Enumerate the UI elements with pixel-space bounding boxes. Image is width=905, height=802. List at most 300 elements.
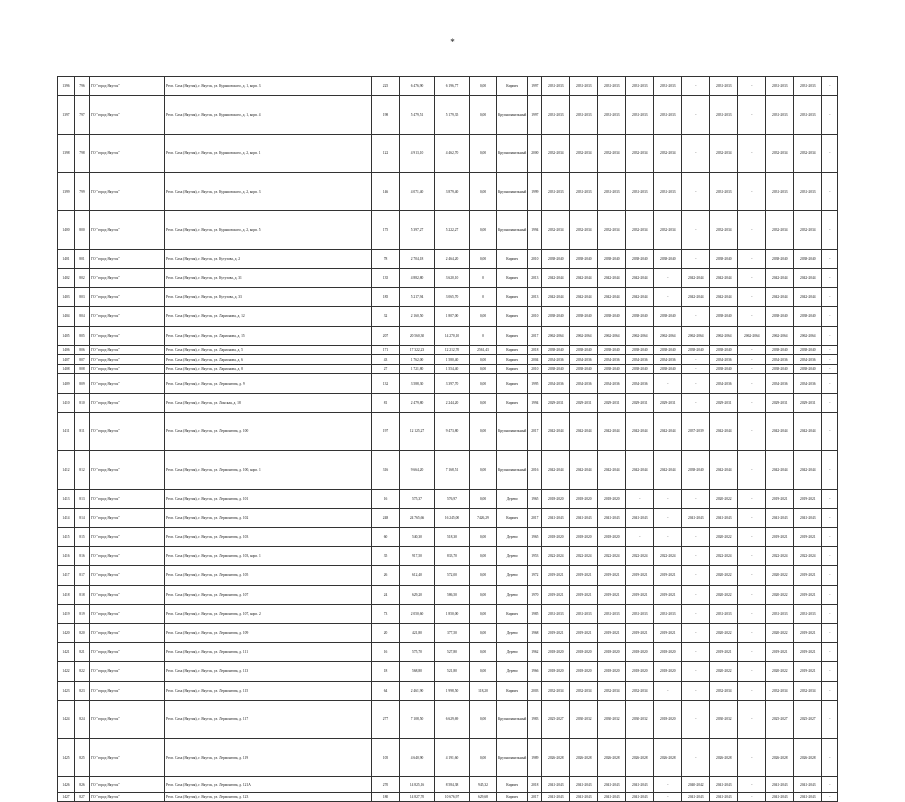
period-cell-p10: 2042-2044: [794, 288, 822, 307]
period-cell-p8: -: [738, 662, 766, 681]
period-cell-p10: 2025-2027: [794, 700, 822, 738]
living-area-cell: 9 473,80: [435, 412, 470, 450]
building-id: 825: [75, 739, 90, 777]
living-area-cell: 1 807,00: [435, 307, 470, 326]
period-cell-p11: -: [822, 604, 838, 623]
row-number: 1408: [58, 364, 75, 374]
table-row: [58, 393, 838, 412]
row-number: 1398: [58, 134, 75, 172]
period-cell-p9: 2041-2043: [766, 777, 794, 792]
owner-cell: ГО "город Якутск": [90, 364, 165, 374]
period-cell-p7: 2038-2040: [710, 345, 738, 355]
period-cell-p11: -: [822, 326, 838, 345]
period-cell-p7: 2031-2033: [710, 172, 738, 210]
period-cell-p7: 2020-2022: [710, 566, 738, 585]
address-cell: Респ. Саха (Якутия), г. Якутск, ул. Лермонтова, д. 119: [165, 739, 372, 777]
period-cell-p1: 2062-2064: [542, 326, 570, 345]
period-cell-p11: -: [822, 364, 838, 374]
period-cell-p3: 2031-2033: [598, 96, 626, 134]
row-number: 1401: [58, 249, 75, 268]
build-year-cell: 2013: [528, 268, 542, 287]
address-cell: Респ. Саха (Якутия), г. Якутск, ул. Лермонтова, д. 103, корп. 1: [165, 547, 372, 566]
period-cell-p4: 2032-2034: [626, 134, 654, 172]
period-cell-p10: 2034-2036: [794, 374, 822, 393]
period-cell-p10: 2041-2043: [794, 792, 822, 802]
period-cell-p5: 2038-2040: [654, 307, 682, 326]
nonliving-area-cell: 0,00: [470, 662, 497, 681]
period-cell-p9: 2038-2040: [766, 307, 794, 326]
period-cell-p4: -: [626, 528, 654, 547]
build-year-cell: 2017: [528, 412, 542, 450]
period-cell-p10: 2038-2040: [794, 307, 822, 326]
total-area-cell: 629,20: [400, 585, 435, 604]
table-row: [58, 681, 838, 700]
row-number: 1407: [58, 355, 75, 365]
period-cell-p4: 2062-2064: [626, 326, 654, 345]
units-cell: 32: [372, 307, 400, 326]
total-area-cell: 4 882,80: [400, 268, 435, 287]
period-cell-p9: 2029-2031: [766, 393, 794, 412]
units-cell: 43: [372, 355, 400, 365]
owner-cell: ГО "город Якутск": [90, 77, 165, 96]
build-year-cell: 2017: [528, 508, 542, 527]
period-cell-p10: 2062-2064: [794, 326, 822, 345]
total-area-cell: 4 071,40: [400, 172, 435, 210]
period-cell-p11: -: [822, 412, 838, 450]
period-cell-p11: -: [822, 739, 838, 777]
nonliving-area-cell: 0,00: [470, 96, 497, 134]
period-cell-p1: 2034-2036: [542, 374, 570, 393]
period-cell-p4: 2031-2033: [626, 96, 654, 134]
period-cell-p3: 2031-2033: [598, 77, 626, 96]
period-cell-p11: -: [822, 96, 838, 134]
period-cell-p4: 2019-2021: [626, 585, 654, 604]
wall-material-cell: Крупнопанельный: [497, 211, 528, 249]
total-area-cell: 2 050,60: [400, 604, 435, 623]
build-year-cell: 2013: [528, 288, 542, 307]
period-cell-p11: -: [822, 792, 838, 802]
row-number: 1406: [58, 345, 75, 355]
period-cell-p4: 2041-2043: [626, 792, 654, 802]
total-area-cell: 17 322,23: [400, 345, 435, 355]
period-cell-p9: 2032-2034: [766, 681, 794, 700]
period-cell-p1: 2041-2043: [542, 777, 570, 792]
nonliving-area-cell: 0,00: [470, 489, 497, 508]
total-area-cell: 575,70: [400, 643, 435, 662]
period-cell-p7: 2042-2044: [710, 451, 738, 489]
period-cell-p4: 2031-2033: [626, 604, 654, 623]
living-area-cell: 10 676,97: [435, 792, 470, 802]
address-cell: Респ. Саха (Якутия), г. Якутск, ул. Кутузова, д. 31: [165, 268, 372, 287]
wall-material-cell: Кирпич: [497, 326, 528, 345]
table-row: [58, 134, 838, 172]
owner-cell: ГО "город Якутск": [90, 249, 165, 268]
period-cell-p5: 2031-2033: [654, 96, 682, 134]
period-cell-p5: 2018-2020: [654, 643, 682, 662]
period-cell-p5: 2019-2021: [654, 566, 682, 585]
owner-cell: ГО "город Якутск": [90, 374, 165, 393]
period-cell-p6: 2038-2040: [682, 345, 710, 355]
period-cell-p1: 2018-2020: [542, 662, 570, 681]
period-cell-p8: -: [738, 249, 766, 268]
period-cell-p6: -: [682, 172, 710, 210]
units-cell: 16: [372, 643, 400, 662]
owner-cell: ГО "город Якутск": [90, 566, 165, 585]
units-cell: 64: [372, 681, 400, 700]
table-row: [58, 288, 838, 307]
period-cell-p3: 2018-2020: [598, 643, 626, 662]
period-cell-p8: -: [738, 585, 766, 604]
period-cell-p9: 2020-2022: [766, 585, 794, 604]
period-cell-p5: 2019-2021: [654, 623, 682, 642]
period-cell-p3: 2018-2020: [598, 662, 626, 681]
living-area-cell: 2 464,20: [435, 249, 470, 268]
build-year-cell: 1989: [528, 739, 542, 777]
period-cell-p1: 2038-2040: [542, 249, 570, 268]
period-cell-p8: -: [738, 355, 766, 365]
wall-material-cell: Кирпич: [497, 508, 528, 527]
total-area-cell: 6 476,90: [400, 77, 435, 96]
wall-material-cell: Кирпич: [497, 268, 528, 287]
build-year-cell: 1962: [528, 643, 542, 662]
table-row: [58, 643, 838, 662]
row-number: 1417: [58, 566, 75, 585]
address-cell: Респ. Саха (Якутия), г. Якутск, ул. Лермонтова, д. 107, корп. 2: [165, 604, 372, 623]
period-cell-p2: 2031-2033: [570, 77, 598, 96]
wall-material-cell: Крупнопанельный: [497, 96, 528, 134]
owner-cell: ГО "город Якутск": [90, 451, 165, 489]
period-cell-p1: 2018-2020: [542, 489, 570, 508]
total-area-cell: 5 217,94: [400, 288, 435, 307]
owner-cell: ГО "город Якутск": [90, 777, 165, 792]
row-number: 1399: [58, 172, 75, 210]
page-marker: *: [450, 37, 455, 47]
period-cell-p9: 2038-2040: [766, 364, 794, 374]
period-cell-p7: 2020-2022: [710, 585, 738, 604]
period-cell-p11: -: [822, 77, 838, 96]
period-cell-p1: 2031-2033: [542, 604, 570, 623]
row-number: 1397: [58, 96, 75, 134]
period-cell-p9: 2032-2034: [766, 211, 794, 249]
period-cell-p3: 2042-2044: [598, 288, 626, 307]
period-cell-p3: 2029-2031: [598, 393, 626, 412]
period-cell-p10: 2032-2034: [794, 211, 822, 249]
build-year-cell: 2010: [528, 307, 542, 326]
period-cell-p1: 2022-2024: [542, 547, 570, 566]
build-year-cell: 1999: [528, 172, 542, 210]
table-row: [58, 451, 838, 489]
row-number: 1420: [58, 623, 75, 642]
build-year-cell: 2003: [528, 681, 542, 700]
period-cell-p2: 2062-2064: [570, 326, 598, 345]
nonliving-area-cell: 945,32: [470, 777, 497, 792]
period-cell-p7: 2030-2032: [710, 700, 738, 738]
period-cell-p2: 2038-2040: [570, 345, 598, 355]
row-number: 1396: [58, 77, 75, 96]
period-cell-p6: -: [682, 604, 710, 623]
units-cell: 198: [372, 96, 400, 134]
building-id: 801: [75, 249, 90, 268]
period-cell-p2: 2041-2043: [570, 508, 598, 527]
table-row: [58, 585, 838, 604]
period-cell-p10: 2031-2033: [794, 96, 822, 134]
row-number: 1411: [58, 412, 75, 450]
building-id: 817: [75, 566, 90, 585]
build-year-cell: 2010: [528, 249, 542, 268]
period-cell-p6: -: [682, 566, 710, 585]
period-cell-p3: 2032-2034: [598, 211, 626, 249]
units-cell: 73: [372, 604, 400, 623]
address-cell: Респ. Саха (Якутия), г. Якутск, ул. Лермонтова, д. 111: [165, 643, 372, 662]
nonliving-area-cell: 0,00: [470, 643, 497, 662]
table-row: [58, 172, 838, 210]
period-cell-p6: -: [682, 393, 710, 412]
owner-cell: ГО "город Якутск": [90, 96, 165, 134]
period-cell-p7: 2042-2044: [710, 412, 738, 450]
wall-material-cell: Дерево: [497, 643, 528, 662]
build-year-cell: 1968: [528, 623, 542, 642]
table-row: [58, 345, 838, 355]
period-cell-p1: 2034-2036: [542, 355, 570, 365]
period-cell-p1: 2038-2040: [542, 345, 570, 355]
nonliving-area-cell: 0,00: [470, 249, 497, 268]
build-year-cell: 2010: [528, 364, 542, 374]
row-number: 1400: [58, 211, 75, 249]
units-cell: 26: [372, 566, 400, 585]
units-cell: 171: [372, 345, 400, 355]
period-cell-p1: 2038-2040: [542, 364, 570, 374]
period-cell-p1: 2032-2034: [542, 681, 570, 700]
owner-cell: ГО "город Якутск": [90, 393, 165, 412]
period-cell-p3: 2019-2021: [598, 585, 626, 604]
period-cell-p7: 2042-2044: [710, 268, 738, 287]
period-cell-p10: 2019-2021: [794, 566, 822, 585]
living-area-cell: 3 620,10: [435, 268, 470, 287]
nonliving-area-cell: 0: [470, 268, 497, 287]
period-cell-p1: 2029-2031: [542, 393, 570, 412]
period-cell-p9: 2026-2028: [766, 739, 794, 777]
period-cell-p11: -: [822, 547, 838, 566]
period-cell-p3: 2034-2036: [598, 355, 626, 365]
total-area-cell: 540,30: [400, 528, 435, 547]
housing-registry-table: [57, 76, 838, 802]
period-cell-p2: 2019-2021: [570, 623, 598, 642]
wall-material-cell: Кирпич: [497, 345, 528, 355]
period-cell-p11: -: [822, 134, 838, 172]
period-cell-p8: -: [738, 77, 766, 96]
address-cell: Респ. Саха (Якутия), г. Якутск, ул. Курашовского, д. 1, корп. 4: [165, 96, 372, 134]
period-cell-p4: 2019-2021: [626, 623, 654, 642]
period-cell-p5: 2026-2028: [654, 739, 682, 777]
period-cell-p5: 2022-2024: [654, 547, 682, 566]
building-id: 820: [75, 623, 90, 642]
owner-cell: ГО "город Якутск": [90, 268, 165, 287]
period-cell-p8: -: [738, 172, 766, 210]
period-cell-p8: -: [738, 566, 766, 585]
building-id: 797: [75, 96, 90, 134]
row-number: 1419: [58, 604, 75, 623]
units-cell: 132: [372, 374, 400, 393]
units-cell: 105: [372, 739, 400, 777]
owner-cell: ГО "город Якутск": [90, 700, 165, 738]
period-cell-p9: 2019-2021: [766, 528, 794, 547]
living-area-cell: 5 179,35: [435, 96, 470, 134]
period-cell-p11: -: [822, 345, 838, 355]
period-cell-p5: 2034-2036: [654, 355, 682, 365]
total-area-cell: 12 125,27: [400, 412, 435, 450]
row-number: 1425: [58, 739, 75, 777]
period-cell-p10: 2019-2021: [794, 489, 822, 508]
period-cell-p8: -: [738, 307, 766, 326]
period-cell-p8: -: [738, 604, 766, 623]
period-cell-p4: 2030-2032: [626, 700, 654, 738]
build-year-cell: 2016: [528, 451, 542, 489]
row-number: 1404: [58, 307, 75, 326]
living-area-cell: 586,50: [435, 585, 470, 604]
wall-material-cell: Дерево: [497, 623, 528, 642]
row-number: 1403: [58, 288, 75, 307]
living-area-cell: 7 168,51: [435, 451, 470, 489]
living-area-cell: 12 212,70: [435, 345, 470, 355]
period-cell-p9: 2042-2044: [766, 412, 794, 450]
period-cell-p4: 2038-2040: [626, 307, 654, 326]
period-cell-p3: 2019-2021: [598, 623, 626, 642]
period-cell-p5: -: [654, 528, 682, 547]
period-cell-p2: 2031-2033: [570, 172, 598, 210]
period-cell-p10: 2032-2034: [794, 681, 822, 700]
period-cell-p10: 2019-2021: [794, 528, 822, 547]
nonliving-area-cell: 2561,43: [470, 345, 497, 355]
period-cell-p6: -: [682, 528, 710, 547]
nonliving-area-cell: 0,00: [470, 412, 497, 450]
owner-cell: ГО "город Якутск": [90, 662, 165, 681]
owner-cell: ГО "город Якутск": [90, 528, 165, 547]
table-row: [58, 604, 838, 623]
row-number: 1421: [58, 643, 75, 662]
period-cell-p6: -: [682, 249, 710, 268]
period-cell-p6: -: [682, 134, 710, 172]
period-cell-p6: -: [682, 364, 710, 374]
wall-material-cell: Крупнопанельный: [497, 739, 528, 777]
living-area-cell: 521,80: [435, 662, 470, 681]
period-cell-p9: 2041-2043: [766, 792, 794, 802]
period-cell-p2: 2042-2044: [570, 288, 598, 307]
period-cell-p7: 2019-2021: [710, 643, 738, 662]
period-cell-p8: -: [738, 96, 766, 134]
period-cell-p10: 2031-2033: [794, 77, 822, 96]
period-cell-p11: -: [822, 623, 838, 642]
total-area-cell: 612,40: [400, 566, 435, 585]
total-area-cell: 2 479,80: [400, 393, 435, 412]
period-cell-p3: 2041-2043: [598, 777, 626, 792]
owner-cell: ГО "город Якутск": [90, 792, 165, 802]
wall-material-cell: Кирпич: [497, 374, 528, 393]
period-cell-p7: 2041-2043: [710, 508, 738, 527]
period-cell-p4: 2022-2024: [626, 547, 654, 566]
table-row: [58, 662, 838, 681]
living-area-cell: 527,80: [435, 643, 470, 662]
period-cell-p11: -: [822, 288, 838, 307]
period-cell-p4: 2038-2040: [626, 345, 654, 355]
owner-cell: ГО "город Якутск": [90, 355, 165, 365]
period-cell-p10: 2042-2044: [794, 268, 822, 287]
owner-cell: ГО "город Якутск": [90, 681, 165, 700]
build-year-cell: 2004: [528, 355, 542, 365]
row-number: 1422: [58, 662, 75, 681]
table-row: [58, 739, 838, 777]
period-cell-p4: 2034-2036: [626, 355, 654, 365]
period-cell-p3: 2032-2034: [598, 134, 626, 172]
period-cell-p5: -: [654, 681, 682, 700]
table-row: [58, 508, 838, 527]
period-cell-p6: -: [682, 355, 710, 365]
period-cell-p10: 2042-2044: [794, 412, 822, 450]
period-cell-p5: -: [654, 508, 682, 527]
period-cell-p1: 2042-2044: [542, 268, 570, 287]
total-area-cell: 14 827,70: [400, 792, 435, 802]
table-row: [58, 364, 838, 374]
period-cell-p8: -: [738, 345, 766, 355]
row-number: 1402: [58, 268, 75, 287]
address-cell: Респ. Саха (Якутия), г. Якутск, ул. Лермонтова, д. 115: [165, 681, 372, 700]
nonliving-area-cell: 0,00: [470, 604, 497, 623]
period-cell-p4: 2018-2020: [626, 662, 654, 681]
period-cell-p7: 2020-2022: [710, 489, 738, 508]
period-cell-p7: 2034-2036: [710, 374, 738, 393]
nonliving-area-cell: 0: [470, 326, 497, 345]
period-cell-p1: 2032-2034: [542, 211, 570, 249]
period-cell-p3: 2042-2044: [598, 412, 626, 450]
wall-material-cell: Дерево: [497, 662, 528, 681]
period-cell-p10: 2022-2024: [794, 547, 822, 566]
period-cell-p4: 2041-2043: [626, 777, 654, 792]
period-cell-p6: 2041-2043: [682, 508, 710, 527]
period-cell-p1: 2031-2033: [542, 172, 570, 210]
period-cell-p6: -: [682, 662, 710, 681]
total-area-cell: 1 721,80: [400, 364, 435, 374]
period-cell-p2: 2018-2020: [570, 528, 598, 547]
build-year-cell: 1985: [528, 604, 542, 623]
build-year-cell: 1965: [528, 489, 542, 508]
building-id: 810: [75, 393, 90, 412]
wall-material-cell: Крупнопанельный: [497, 134, 528, 172]
period-cell-p8: -: [738, 412, 766, 450]
period-cell-p1: 2025-2027: [542, 700, 570, 738]
period-cell-p5: -: [654, 374, 682, 393]
period-cell-p8: -: [738, 364, 766, 374]
total-area-cell: 5 479,51: [400, 96, 435, 134]
period-cell-p7: 2026-2028: [710, 739, 738, 777]
period-cell-p1: 2018-2020: [542, 643, 570, 662]
total-area-cell: 1 762,00: [400, 355, 435, 365]
total-area-cell: 4 913,10: [400, 134, 435, 172]
period-cell-p11: -: [822, 393, 838, 412]
living-area-cell: 3 879,40: [435, 172, 470, 210]
period-cell-p2: 2031-2033: [570, 604, 598, 623]
period-cell-p7: 2031-2033: [710, 96, 738, 134]
period-cell-p2: 2042-2044: [570, 451, 598, 489]
living-area-cell: 1 998,50: [435, 681, 470, 700]
period-cell-p4: 2038-2040: [626, 364, 654, 374]
period-cell-p4: 2042-2044: [626, 412, 654, 450]
period-cell-p3: 2034-2036: [598, 374, 626, 393]
build-year-cell: 1965: [528, 528, 542, 547]
units-cell: 225: [372, 77, 400, 96]
period-cell-p2: 2029-2031: [570, 393, 598, 412]
building-id: 818: [75, 585, 90, 604]
period-cell-p2: 2041-2043: [570, 777, 598, 792]
address-cell: Респ. Саха (Якутия), г. Якутск, ул. Лермонтова, д. 109: [165, 623, 372, 642]
